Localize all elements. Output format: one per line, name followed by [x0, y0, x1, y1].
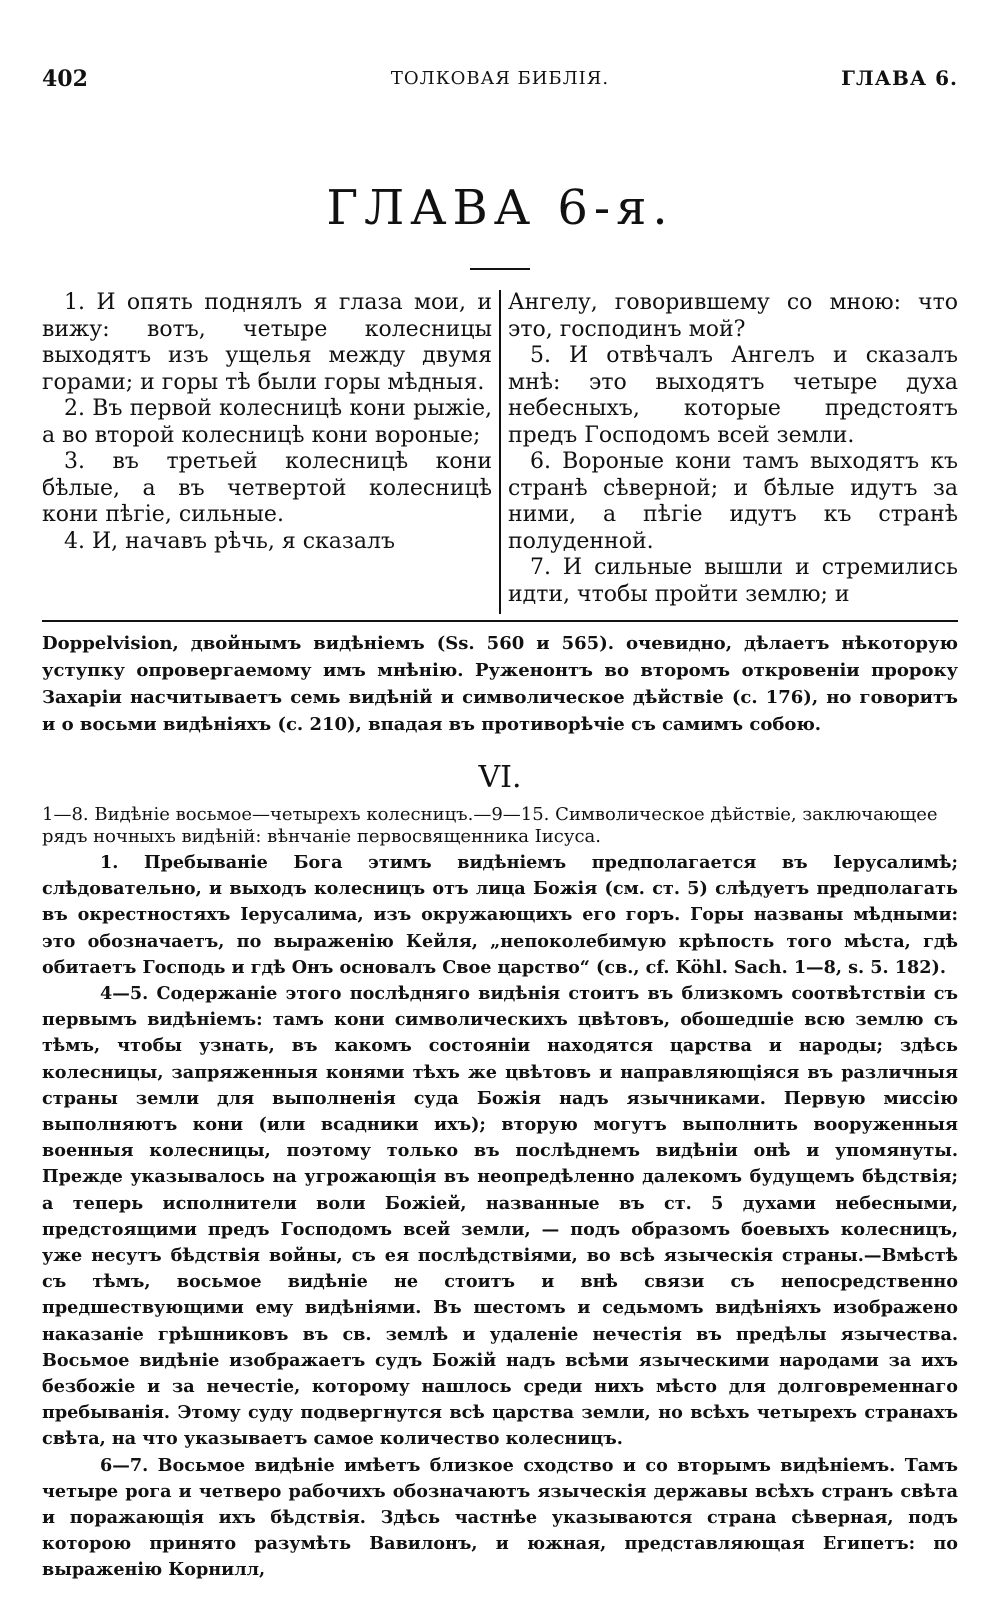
scripture-column-left [42, 290, 492, 555]
commentary-paragraph: 6—7. Восьмое видѣніе имѣетъ близкое сходство и со вторымъ видѣніемъ. Тамъ четыре рога и четверо рабочихъ обозначаютъ языческія державы всѣхъ странъ свѣта и поражающія ихъ бѣдствія. Здѣсь частнѣе указываются страна сѣверная, подъ которою принято разумѣть Вавилонъ, и южная, представляющая Египетъ: по выраженію Корнилл, [42, 1454, 958, 1581]
section-rule [42, 620, 958, 622]
chapter-reference: ГЛАВА 6. [841, 66, 958, 90]
scripture-column-right [508, 290, 958, 608]
footnote-text: Doppelvision, двойнымъ видѣніемъ (Ss. 560 и 565). очевидно, дѣлаетъ нѣкоторую уступку опровергаемому имъ мнѣнію. Руженонтъ во второмъ откровеніи пророку Захаріи насчитываетъ семь видѣній и символическое дѣйствіе (с. 176), но говоритъ и о восьми видѣніяхъ (с. 210), впадая въ противорѣчіе съ самимъ собою. [42, 633, 958, 735]
section-summary: 1—8. Видѣніе восьмое—четырехъ колесницъ.—9—15. Символическое дѣйствіе, заключающее рядъ ночныхъ видѣній: вѣнчаніе первосвященника Іисуса. [42, 804, 938, 847]
verse-3: 3. въ третьей колесницѣ кони бѣлые, а въ четвертой колесницѣ кони пѣгіе, сильные. [42, 449, 492, 527]
verse-5: 5. И отвѣчалъ Ангелъ и сказалъ мнѣ: это выходятъ четыре духа небесныхъ, которые предстоятъ предъ Господомъ всей земли. [508, 343, 958, 448]
commentary-paragraph: 4—5. Содержаніе этого послѣдняго видѣнія стоитъ въ близкомъ соотвѣтствіи съ первымъ видѣніемъ: тамъ кони символическихъ цвѣтовъ, обошедшіе всю землю съ тѣмъ, чтобы узнать, въ какомъ состояніи находятся царства и народы; здѣсь колесницы, запряженныя конями тѣхъ же цвѣтовъ и направляющіяся въ различныя страны земли для выполненія суда Божія надъ язычниками. Первую миссію выполняютъ кони (или всадники ихъ); вторую могутъ выполнить вооруженныя военныя колесницы, поэтому только въ послѣднемъ видѣніи онѣ и упомянуты. Прежде указывалось на угрожающія въ неопредѣленно далекомъ будущемъ бѣдствія; а теперь исполнители воли Божіей, названные въ ст. 5 духами небесными, предстоящими предъ Господомъ всей земли, — подъ образомъ боевыхъ колесницъ, уже несутъ бѣдствія войны, съ ея послѣдствіями, во всѣ языческія страны.—Вмѣстѣ съ тѣмъ, восьмое видѣніе не стоитъ и внѣ связи съ непосредственно предшествующими ему видѣніями. Въ шестомъ и седьмомъ видѣніяхъ изображено наказаніе грѣшниковъ въ св. землѣ и удаленіе нечестія въ предѣлы язычества. Восьмое видѣніе изображаетъ судъ Божій надъ всѣми языческими народами за ихъ безбожіе и за нечестіе, которому нашлось среди нихъ мѣсто для долговременнаго пребыванія. Этому суду подвергнутся всѣ царства земли, но всѣхъ четырехъ странахъ свѣта, на что указываетъ самое количество колесницъ. [42, 983, 958, 1450]
page-number: 402 [42, 66, 88, 92]
verse-7: 7. И сильные вышли и стремились идти, чтобы пройти землю; и [508, 555, 958, 607]
verse-6: 6. Вороные кони тамъ выходятъ къ странѣ сѣверной; и бѣлые идутъ за ними, а пѣгіе идутъ къ странѣ полуденной. [508, 449, 958, 554]
running-header [42, 66, 958, 96]
title-rule [470, 268, 530, 270]
verse-4-continued: Ангелу, говорившему со мною: что это, господинъ мой? [508, 290, 958, 342]
chapter-title: ГЛАВА 6-я. [326, 180, 674, 236]
commentary [42, 850, 958, 1584]
column-divider [499, 290, 501, 614]
verse-4: 4. И, начавъ рѣчь, я сказалъ [64, 528, 395, 554]
section-numeral: VI. [478, 760, 522, 795]
verse-2: 2. Въ первой колесницѣ кони рыжіе, а во второй колесницѣ кони вороные; [42, 396, 492, 448]
running-title: ТОЛКОВАЯ БИБЛІЯ. [390, 68, 610, 89]
scripture-columns [42, 290, 958, 620]
verse-1: 1. И опять поднялъ я глаза мои, и вижу: вотъ, четыре колесницы выходятъ изъ ущелья между двумя горами; и горы тѣ были горы мѣдныя. [42, 290, 492, 395]
commentary-paragraph: 1. Пребываніе Бога этимъ видѣніемъ предполагается въ Іерусалимѣ; слѣдовательно, и выходъ колесницъ отъ лица Божія (см. ст. 5) слѣдуетъ предполагать въ окрестностяхъ Іерусалима, изъ окружающихъ его горъ. Горы названы мѣдными: это обозначаетъ, по выраженію Кейля, „непоколебимую крѣпость того мѣста, гдѣ обитаетъ Господь и гдѣ Онъ основалъ Свое царство“ (св., cf. Köhl. Sach. 1—8, s. 5. 182). [42, 852, 958, 978]
